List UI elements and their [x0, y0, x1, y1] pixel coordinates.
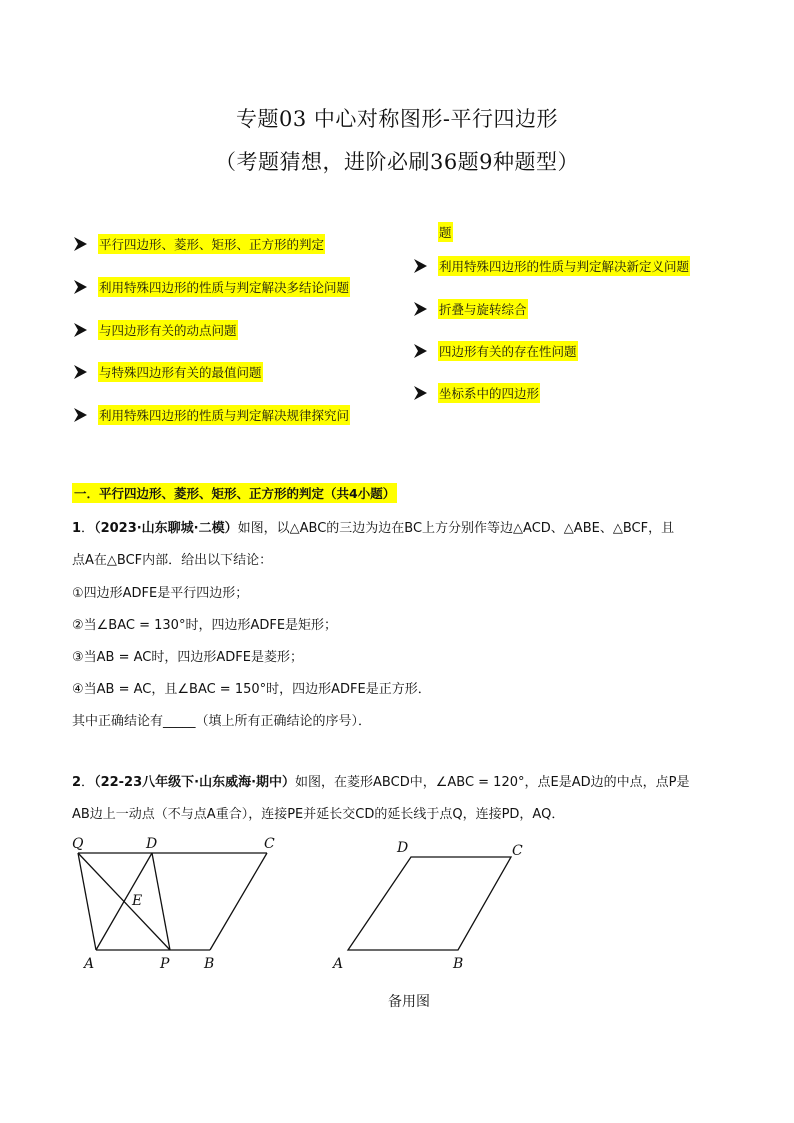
arrow-bullet-icon — [72, 407, 88, 423]
toc-label: 坐标系中的四边形 — [438, 383, 540, 403]
label-C: C — [264, 836, 275, 852]
toc-item[interactable] — [72, 234, 325, 254]
label-P: P — [160, 956, 170, 972]
q1-conclusion-3: ③当AB = AC时，四边形ADFE是菱形； — [72, 650, 303, 665]
toc-label: 利用特殊四边形的性质与判定解决新定义问题 — [438, 256, 690, 276]
q2-source: （22-23八年级下·山东威海·期中） — [94, 775, 296, 790]
label-B: B — [453, 956, 464, 972]
segment-DP — [152, 853, 170, 950]
toc-item[interactable] — [72, 362, 263, 382]
arrow-bullet-icon — [412, 343, 428, 359]
section-heading: 一．平行四边形、菱形、矩形、正方形的判定（共4小题） — [72, 483, 397, 503]
toc-label: 与特殊四边形有关的最值问题 — [98, 362, 263, 382]
q1-number: 1 — [72, 521, 82, 536]
toc-label: 平行四边形、菱形、矩形、正方形的判定 — [98, 234, 325, 254]
toc-label-continued: 题 — [438, 222, 453, 242]
page-title: 专题03 中心对称图形-平行四边形 — [236, 107, 558, 131]
q2-line2: AB边上一动点（不与点A重合），连接PE并延长交CD的延长线于点Q，连接PD，AQ． — [72, 807, 565, 822]
q2-line1: 2．（22-23八年级下·山东威海·期中）如图，在菱形ABCD中，∠ABC = 120°，点E是AD边的中点，点P是 — [72, 775, 690, 790]
toc-label: 四边形有关的存在性问题 — [438, 341, 578, 361]
segment-QA — [78, 853, 96, 950]
arrow-bullet-icon — [412, 301, 428, 317]
arrow-bullet-icon — [72, 236, 88, 252]
label-A: A — [84, 956, 95, 972]
segment-CB — [210, 853, 267, 950]
toc-wrap — [438, 222, 453, 242]
q1-line2: 点A在△BCF内部．给出以下结论： — [72, 553, 273, 568]
page-subtitle: （考题猜想，进阶必刷36题9种题型） — [214, 150, 580, 174]
q2-stem: 如图，在菱形ABCD中，∠ABC = 120°，点E是AD边的中点，点P是 — [295, 775, 690, 790]
q1-stem: 如图，以△ABC的三边为边在BC上方分别作等边△ACD、△ABE、△BCF，且 — [237, 521, 675, 536]
toc-item[interactable] — [412, 383, 540, 403]
toc-item[interactable] — [72, 277, 350, 297]
toc-label: 利用特殊四边形的性质与判定解决规律探究问 — [98, 405, 350, 425]
q1-question: 其中正确结论有_____（填上所有正确结论的序号）． — [72, 714, 372, 729]
arrow-bullet-icon — [72, 364, 88, 380]
figure-rhombus-main — [60, 830, 300, 980]
label-D: D — [146, 836, 158, 852]
label-D: D — [397, 840, 409, 856]
toc-item[interactable] — [412, 341, 578, 361]
segment-QP — [78, 853, 170, 950]
figure-rhombus-spare — [325, 835, 540, 980]
arrow-bullet-icon — [412, 385, 428, 401]
figure-caption: 备用图 — [388, 994, 430, 1010]
toc-label: 与四边形有关的动点问题 — [98, 320, 238, 340]
q1-source: （2023·山东聊城·二模） — [94, 521, 238, 536]
arrow-bullet-icon — [72, 279, 88, 295]
toc-item[interactable] — [72, 405, 350, 425]
toc-label: 利用特殊四边形的性质与判定解决多结论问题 — [98, 277, 350, 297]
toc-label: 折叠与旋转综合 — [438, 299, 528, 319]
label-E: E — [132, 893, 143, 909]
label-B: B — [204, 956, 215, 972]
arrow-bullet-icon — [412, 258, 428, 274]
label-Q: Q — [72, 836, 84, 852]
q1-conclusion-1: ①四边形ADFE是平行四边形； — [72, 586, 249, 601]
label-A: A — [333, 956, 344, 972]
q2-number: 2 — [72, 775, 82, 790]
q1-conclusion-2: ②当∠BAC = 130°时，四边形ADFE是矩形； — [72, 618, 338, 633]
toc-item[interactable] — [412, 256, 690, 276]
q1-line1: 1．（2023·山东聊城·二模）如图，以△ABC的三边为边在BC上方分别作等边△ACD、△ABE、△BCF，且 — [72, 521, 675, 536]
toc-item[interactable] — [412, 299, 528, 319]
q1-conclusion-4: ④当AB = AC，且∠BAC = 150°时，四边形ADFE是正方形． — [72, 682, 431, 697]
toc-item[interactable] — [72, 320, 238, 340]
rhombus-ABCD — [348, 857, 511, 950]
label-C: C — [512, 843, 523, 859]
arrow-bullet-icon — [72, 322, 88, 338]
